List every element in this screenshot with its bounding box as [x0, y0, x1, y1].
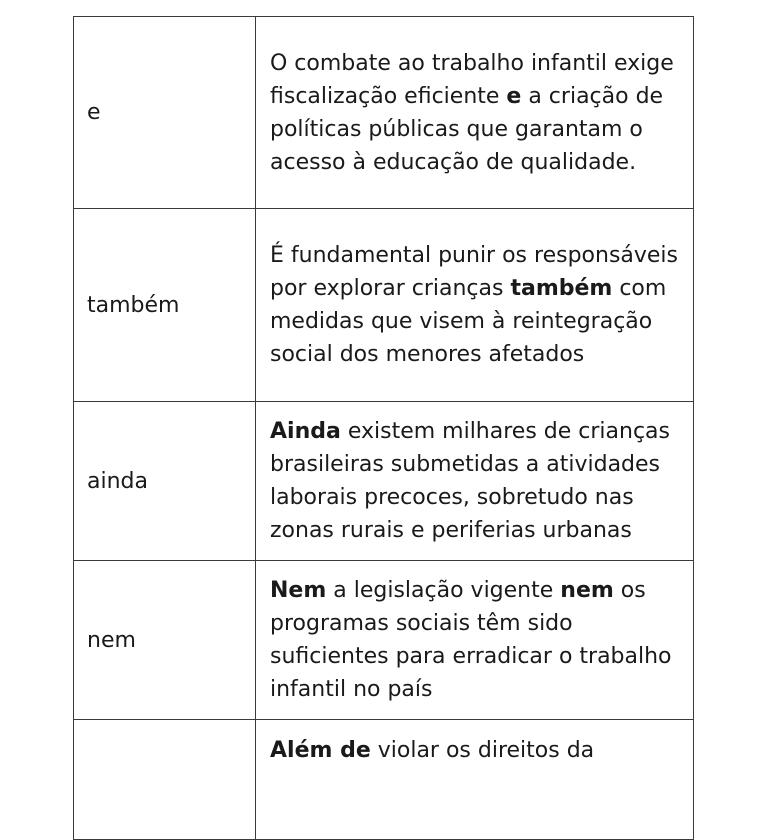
connective-cell: nem	[74, 561, 256, 720]
table-row	[74, 17, 694, 209]
example-cell: Além de violar os direitos da	[256, 720, 694, 840]
connective-cell: também	[74, 209, 256, 402]
table-row	[74, 720, 694, 840]
table-row	[74, 402, 694, 561]
example-cell: É fundamental punir os responsáveis por explorar crianças também com medidas que visem à reintegração social dos menores afetados	[256, 209, 694, 402]
table-row	[74, 561, 694, 720]
example-cell: O combate ao trabalho infantil exige fiscalização eficiente e a criação de políticas públicas que garantam o acesso à educação de qualidade.	[256, 17, 694, 209]
example-cell: Ainda existem milhares de crianças brasileiras submetidas a atividades laborais precoces, sobretudo nas zonas rurais e periferias urbanas	[256, 402, 694, 561]
connective-cell: ainda	[74, 402, 256, 561]
connectives-table	[73, 16, 694, 840]
example-cell: Nem a legislação vigente nem os programas sociais têm sido suficientes para erradicar o trabalho infantil no país	[256, 561, 694, 720]
connective-cell: e	[74, 17, 256, 209]
table-row	[74, 209, 694, 402]
connective-cell	[74, 720, 256, 840]
